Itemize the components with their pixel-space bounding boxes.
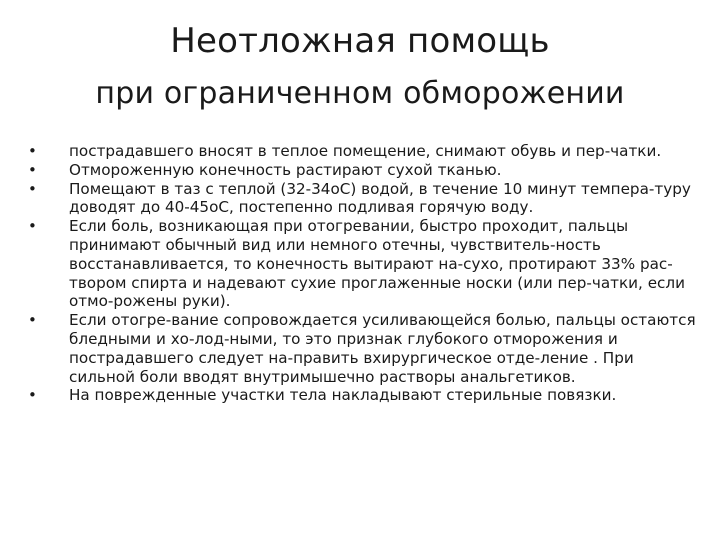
bullet-item-3 xyxy=(26,180,696,218)
bullet-dot-icon: • xyxy=(28,142,37,160)
bullet-item-1 xyxy=(26,142,696,161)
bullet-item-6 xyxy=(26,386,696,405)
bullet-text-2: Отмороженную конечность растирают сухой тканью. xyxy=(69,160,502,179)
bullet-dot-icon: • xyxy=(28,179,37,198)
bullet-item-5 xyxy=(26,311,696,386)
bullet-dot-icon: • xyxy=(28,311,37,330)
title-line-1: Неотложная помощь xyxy=(170,21,550,61)
bullet-dot-icon: • xyxy=(28,217,37,236)
bullet-text-5: Если отогре-вание сопровождается усиливающейся болью, пальцы остаются бледными и хо-лод-ными, то это признак глубокого отморожения и пострадавшего следует на-править вхирургическое отде-ление . При сильной боли вводят внутримышечно растворы анальгетиков. xyxy=(69,311,696,386)
bullet-dot-icon: • xyxy=(28,160,37,179)
bullet-text-3: Помещают в таз с теплой (32-34оС) водой, в течение 10 минут темпера-туру доводят до 40-45оС, постепенно подливая горячую воду. xyxy=(69,179,691,217)
bullet-item-2 xyxy=(26,161,696,180)
bullet-text-1: пострадавшего вносят в теплое помещение, снимают обувь и пер-чатки. xyxy=(69,142,662,160)
title-line-2: при ограниченном обморожении xyxy=(95,76,625,111)
bullet-text-4: Если боль, возникающая при отогревании, быстро проходит, пальцы принимают обычный вид или немного отечны, чувствитель-ность восстанавливается, то конечность вытирают на-сухо, протирают 33% рас-твором спирта и надевают сухие проглаженные носки (или пер-чатки, если отмо-рожены руки). xyxy=(69,217,685,311)
bullet-dot-icon: • xyxy=(28,386,37,405)
slide-title xyxy=(0,18,720,116)
bullet-text-6: На поврежденные участки тела накладывают стерильные повязки. xyxy=(69,386,617,405)
bullet-list xyxy=(26,142,696,405)
bullet-item-4 xyxy=(26,217,696,311)
